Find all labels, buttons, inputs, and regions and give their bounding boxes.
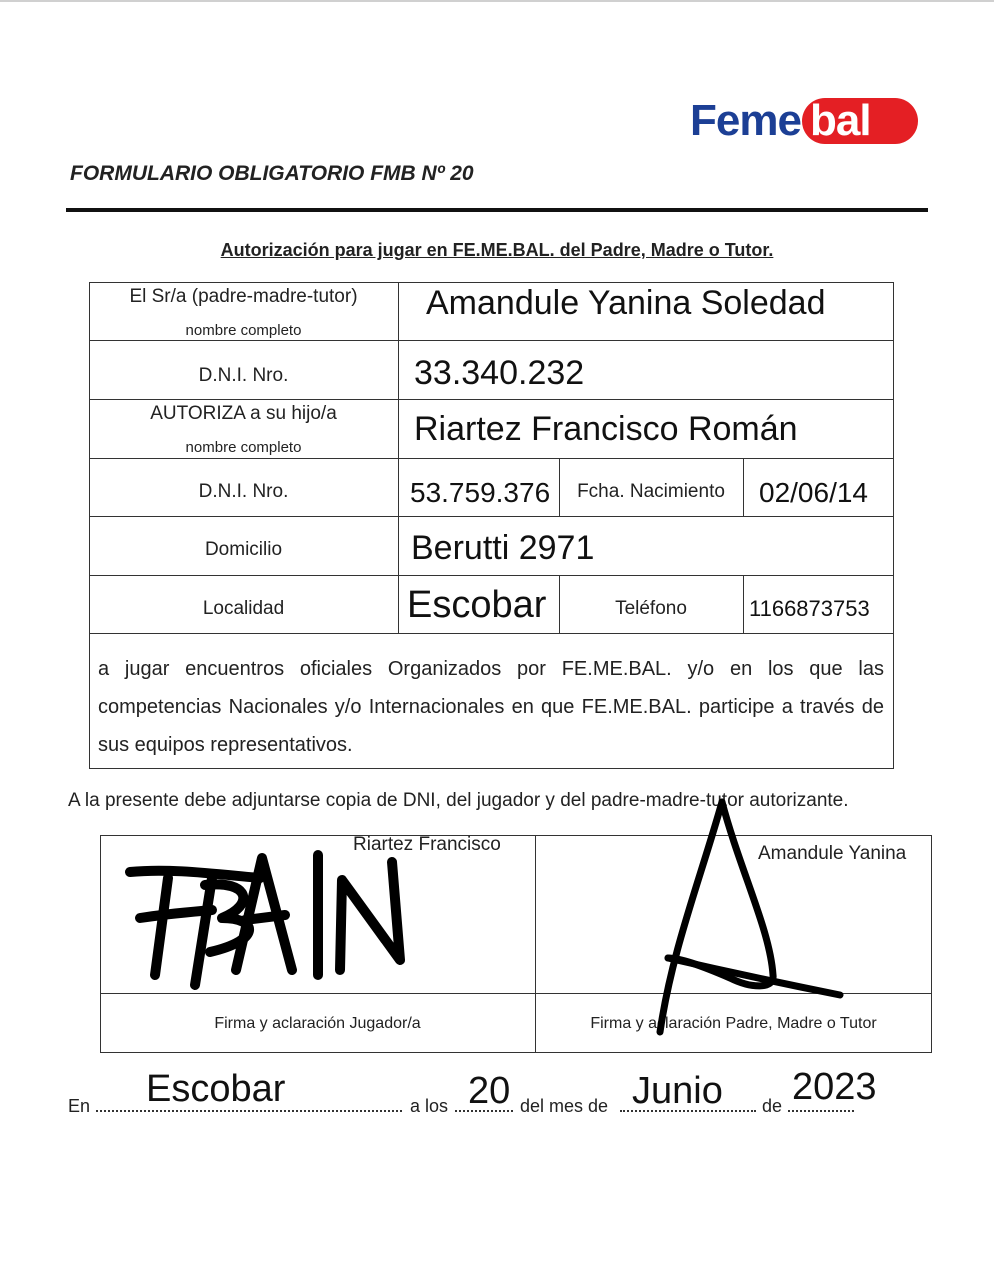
parent-dni-value: 33.340.232 bbox=[414, 354, 585, 392]
footer-year-value: 2023 bbox=[792, 1066, 877, 1108]
parent-signature-scribble bbox=[660, 802, 840, 1032]
footer-place-value: Escobar bbox=[146, 1068, 286, 1110]
birth-date-label: Fcha. Nacimiento bbox=[577, 481, 725, 502]
footer-mes-label: del mes de bbox=[520, 1096, 609, 1116]
authorization-subtitle: Autorización para jugar en FE.ME.BAL. del Padre, Madre o Tutor. bbox=[220, 240, 774, 260]
footer-de-label: de bbox=[762, 1096, 783, 1116]
parent-signature-caption: Firma y aclaración Padre, Madre o Tutor bbox=[590, 1015, 877, 1032]
phone-label: Teléfono bbox=[615, 598, 687, 619]
child-dni-value: 53.759.376 bbox=[410, 477, 551, 508]
footer-day-value: 20 bbox=[468, 1070, 511, 1112]
player-signature-caption: Firma y aclaración Jugador/a bbox=[214, 1015, 421, 1032]
footer-en-label: En bbox=[68, 1096, 91, 1116]
player-signature-name: Riartez Francisco bbox=[353, 834, 501, 855]
parent-dni-label: D.N.I. Nro. bbox=[198, 365, 289, 386]
child-label: AUTORIZA a su hijo/a bbox=[150, 403, 337, 424]
player-signature-scribble bbox=[130, 855, 400, 985]
dni-copy-note: A la presente debe adjuntarse copia de DNI, del jugador y del padre-madre-tutor autorizante. bbox=[68, 790, 849, 811]
logo-text-right: bal bbox=[810, 96, 871, 145]
child-name-value: Riartez Francisco Román bbox=[414, 410, 798, 448]
phone-value: 1166873753 bbox=[749, 596, 870, 621]
footer-a-los-label: a los bbox=[410, 1096, 449, 1116]
form-title: FORMULARIO OBLIGATORIO FMB Nº 20 bbox=[70, 162, 474, 185]
authorization-paragraph: a jugar encuentros oficiales Organizados por FE.ME.BAL. y/o en los que las competencias Nacionales y/o Internacionales en que FE.ME.BAL. participe a través de sus equipos representativos. bbox=[98, 658, 884, 756]
footer-month-value: Junio bbox=[632, 1070, 723, 1112]
child-sublabel: nombre completo bbox=[185, 439, 302, 456]
parent-label: El Sr/a (padre-madre-tutor) bbox=[129, 286, 358, 307]
address-value: Berutti 2971 bbox=[411, 529, 595, 567]
parent-signature-name: Amandule Yanina bbox=[758, 843, 907, 864]
city-label: Localidad bbox=[202, 598, 285, 619]
city-value: Escobar bbox=[407, 584, 547, 626]
birth-date-value: 02/06/14 bbox=[759, 477, 868, 508]
parent-name-value: Amandule Yanina Soledad bbox=[426, 284, 826, 322]
child-dni-label: D.N.I. Nro. bbox=[198, 481, 289, 502]
logo-text-left: Feme bbox=[690, 96, 801, 145]
year-dotted-line bbox=[788, 1110, 854, 1112]
address-label: Domicilio bbox=[204, 539, 283, 560]
parent-sublabel: nombre completo bbox=[185, 322, 302, 339]
